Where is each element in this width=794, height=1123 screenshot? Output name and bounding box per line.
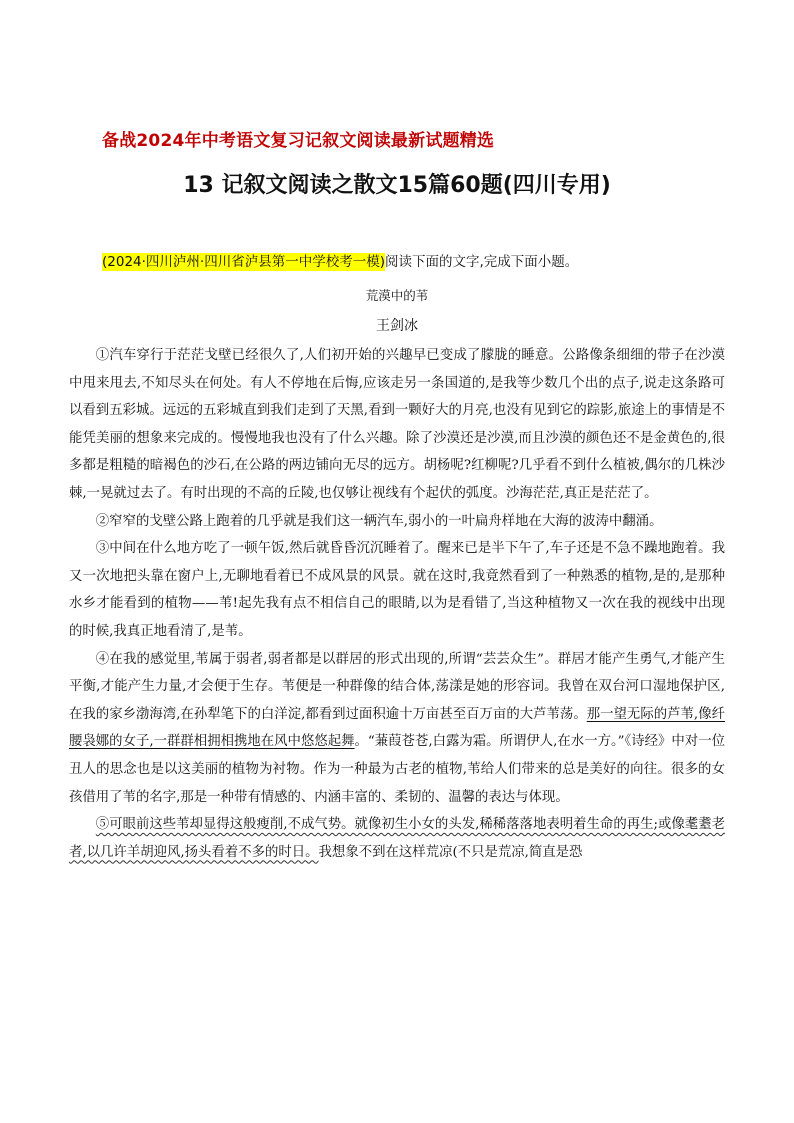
paragraph-2: ②窄窄的戈壁公路上跑着的几乎就是我们这一辆汽车,弱小的一叶扁舟样地在大海的波涛中翻涌。 (95, 513, 663, 529)
paragraph-1: ①汽车穿行于茫茫戈壁已经很久了,人们初开始的兴趣早已变成了朦胧的睡意。公路像条细细的带子在沙漠中甩来甩去,不知尽头在何处。有人不停地在后悔,应该走另一条国道的,是我等少数几个出的点子,说走这条路可以看到五彩城。远远的五彩城直到我们走到了天黑,看到一颗好大的月亮,也没有见到它的踪影,旅途上的事情是不能凭美丽的想象来完成的。慢慢地我也没有了什么兴趣。除了沙漠还是沙漠,而且沙漠的颜色还不是金黄色的,很多都是粗糙的暗褐色的沙石,在公路的两边铺向无尽的远方。胡杨呢?红柳呢?几乎看不到什么植被,偶尔的几株沙棘,一晃就过去了。有时出现的不高的丘陵,也仅够让视线有个起伏的弧度。沙海茫茫,真正是茫茫了。 (69, 348, 725, 501)
paragraph-4-text-c: 。“蒹葭苍苍,白露为霜。所谓伊人,在水一方。”《诗经》中对一位丑人的思念也是以这美丽的植物为衬物。作为一种最为古老的植物,苇给人们带来的总是美好的向往。很多的女孩借用了苇的名字,那是一种带有情感的、内涵丰富的、柔韧的、温馨的表达与体现。 (69, 734, 725, 805)
paragraph-3: ③中间在什么地方吃了一顿午饭,然后就昏昏沉沉睡着了。醒来已是半下午了,车子还是不急不躁地跑着。我又一次地把头靠在窗户上,无聊地看着已不成风景的风景。就在这时,我竟然看到了一种熟悉的植物,是的,是那种水乡才能看到的植物——苇!起先我有点不相信自己的眼睛,以为是看错了,当这种植物又一次在我的视线中出现的时候,我真正地看清了,是苇。 (69, 541, 725, 639)
series-banner: 备战2024年中考语文复习记叙文阅读最新试题精选 (102, 131, 495, 151)
paragraph-4-text-a: ④在我的感觉里,苇属于弱者,弱者都是以群居的形式出现的,所谓“芸芸众生”。群居才能产生勇气,才能产生平衡,才能产生力量,才会便于生存。苇便是一种群像的结合体,荡漾是她的形容词。我曾在双台河口湿地保护区,在我的家乡渤海湾,在孙犁笔下的白洋淀,都看到过面积逾十万亩甚至百万亩的大芦苇荡。 (69, 651, 725, 722)
question-instruction: 阅读下面的文字,完成下面小题。 (384, 254, 579, 270)
paragraph-4 (69, 646, 725, 812)
question-header (102, 250, 578, 270)
paragraph-5 (69, 811, 725, 866)
document-title: 13 记叙文阅读之散文15篇60题(四川专用) (183, 173, 611, 198)
article-body (69, 342, 725, 866)
wavy-underlined-sentence: ⑤可眼前这些苇却显得这般瘦削,不成气势。就像初生小女的头发,稀稀落落地表明着生命的再生;或像耄耋老者,以几许羊胡迎风,扬头看着不多的时日。 (69, 817, 725, 860)
paragraph-5-text-b: 我想象不到在这样荒凉(不只是荒凉,简直是恐 (318, 844, 583, 860)
source-highlight: (2024·四川泸州·四川省泸县第一中学校考一模) (102, 254, 385, 270)
underlined-sentence: 那一望无际的芦苇,像纤腰袅娜的女子,一群群相拥相携地在风中悠悠起舞 (69, 706, 725, 750)
article-title: 荒漠中的苇 (365, 288, 429, 303)
article-author: 王剑冰 (376, 318, 418, 334)
